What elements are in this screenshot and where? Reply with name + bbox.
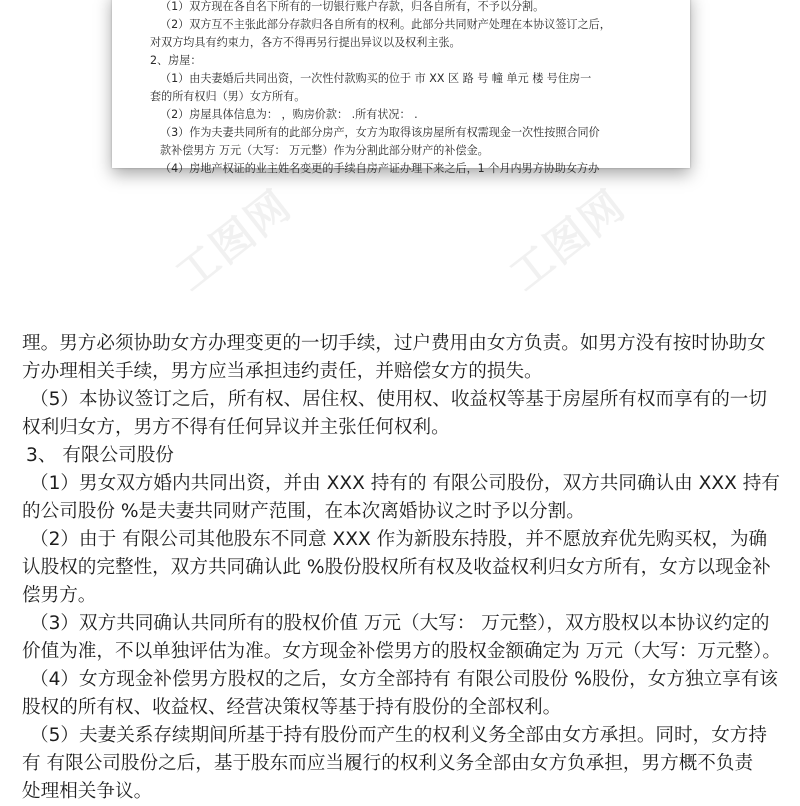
body-line: 偿男方。	[22, 585, 97, 606]
body-line: 的公司股份 %是夫妻共同财产范围，在本次离婚协议之时予以分割。	[22, 501, 585, 522]
preview-line: 套的所有权归（男）女方所有。	[150, 90, 306, 103]
preview-line: （4）房地产权证的业主姓名变更的手续自房产证办理下来之后，1 个月内男方协助女方办	[160, 162, 600, 175]
body-line: 处理相关争议。	[22, 781, 153, 802]
preview-line: 款补偿男方 万元（大写： 万元整）作为分割此部分财产的补偿金。	[160, 144, 489, 157]
body-line: （5）夫妻关系存续期间所基于持有股份而产生的权利义务全部由女方承担。同时，女方持	[30, 725, 767, 746]
preview-line: （1）由夫妻婚后共同出资，一次性付款购买的位于 市 XX 区 路 号 幢 单元 楼 号住房一	[160, 72, 592, 85]
preview-text-block	[112, 0, 690, 178]
preview-line: （2）双方互不主张此部分存款归各自所有的权利。此部分共同财产处理在本协议签订之后，	[160, 18, 611, 31]
preview-line: （2）房屋具体信息为： ，购房价款： .所有状况： .	[160, 108, 418, 121]
body-line: （3）双方共同确认共同所有的股权价值 万元（大写： 万元整），双方股权以本协议约定的	[30, 613, 770, 634]
body-line: （1）男女双方婚内共同出资，并由 XXX 持有的 有限公司股份，双方共同确认由 XXX 持有	[30, 473, 780, 494]
body-line: （4）女方现金补偿男方股权的之后，女方全部持有 有限公司股份 %股份，女方独立享有该	[30, 669, 778, 690]
body-line: 权利归女方，男方不得有任何异议并主张任何权利。	[22, 417, 450, 438]
document-preview-card	[112, 0, 690, 175]
body-line: 价值为准，不以单独评估为准。女方现金补偿男方的股权金额确定为 万元（大写：万元整）。	[22, 641, 781, 662]
section-heading: 3、 有限公司股份	[26, 445, 174, 466]
body-line: （5）本协议签订之后，所有权、居住权、使用权、收益权等基于房屋所有权而享有的一切	[30, 389, 767, 410]
watermark: 工图网	[500, 180, 635, 300]
preview-line: 对双方均具有约束力，各方不得再另行提出异议以及权利主张。	[150, 36, 461, 49]
body-line: （2）由于 有限公司其他股东不同意 XXX 作为新股东持股，并不愿放弃优先购买权，为确	[30, 529, 768, 550]
body-line: 理。男方必须协助女方办理变更的一切手续，过户费用由女方负责。如男方没有按时协助女	[22, 333, 766, 354]
body-line: 有 有限公司股份之后，基于股东而应当履行的权利义务全部由女方负承担，男方概不负责	[22, 753, 754, 774]
preview-line: （3）作为夫妻共同所有的此部分房产，女方为取得该房屋所有权需现金一次性按照合同价	[160, 126, 600, 139]
watermark: 工图网	[166, 180, 301, 300]
body-line: 方办理相关手续，男方应当承担违约责任，并赔偿女方的损失。	[22, 361, 543, 382]
document-body	[22, 330, 782, 806]
preview-line: 2、房屋：	[150, 54, 202, 67]
body-line: 股权的所有权、收益权、经营决策权等基于持有股份的全部权利。	[22, 697, 562, 718]
body-line: 认股权的完整性，双方共同确认此 %股份股权所有权及收益权利归女方所有，女方以现金补	[22, 557, 771, 578]
preview-line: （1）双方现在各自名下所有的一切银行账户存款，归各自所有，不予以分割。	[160, 0, 545, 13]
